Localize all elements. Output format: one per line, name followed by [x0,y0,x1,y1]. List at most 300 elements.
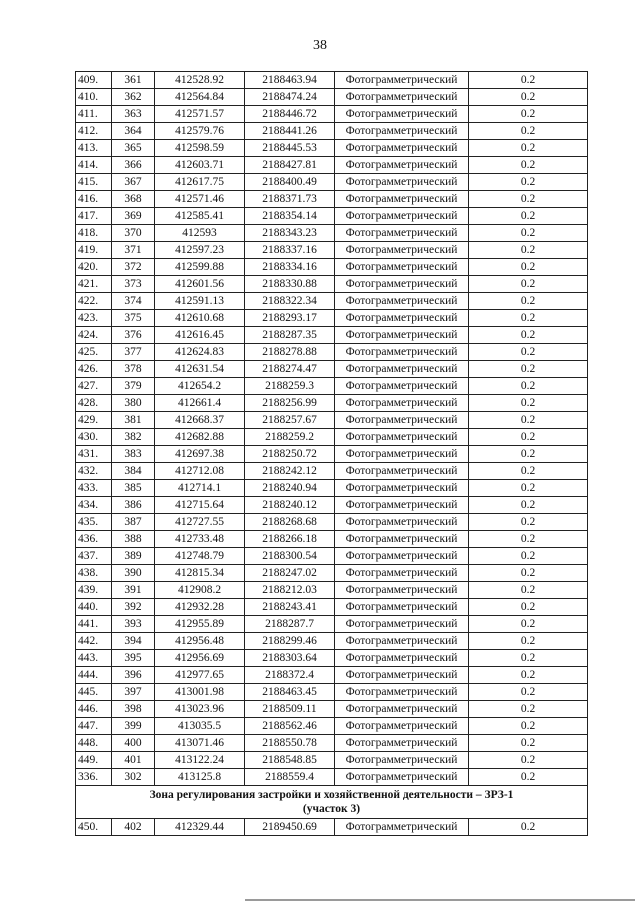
accuracy-cell: 0.2 [469,344,588,361]
x-coordinate-cell: 412585.41 [155,208,245,225]
point-number-cell: 378 [112,361,155,378]
x-coordinate-cell: 412661.4 [155,395,245,412]
x-coordinate-cell: 412668.37 [155,412,245,429]
method-cell: Фотограмметрический [335,531,469,548]
method-cell: Фотограмметрический [335,548,469,565]
y-coordinate-cell: 2188337.16 [245,242,335,259]
y-coordinate-cell: 2188250.72 [245,446,335,463]
method-cell: Фотограмметрический [335,310,469,327]
accuracy-cell: 0.2 [469,548,588,565]
table-row [76,650,588,667]
table-row [76,429,588,446]
accuracy-cell: 0.2 [469,582,588,599]
table-row [76,123,588,140]
x-coordinate-cell: 412908.2 [155,582,245,599]
row-number-cell: 442. [76,633,112,650]
accuracy-cell: 0.2 [469,89,588,106]
method-cell: Фотограмметрический [335,718,469,735]
table-row [76,752,588,769]
y-coordinate-cell: 2188299.46 [245,633,335,650]
point-number-cell: 383 [112,446,155,463]
accuracy-cell: 0.2 [469,395,588,412]
row-number-cell: 421. [76,276,112,293]
table-row [76,514,588,531]
x-coordinate-cell: 412697.38 [155,446,245,463]
y-coordinate-cell: 2188371.73 [245,191,335,208]
method-cell: Фотограмметрический [335,565,469,582]
method-cell: Фотограмметрический [335,276,469,293]
row-number-cell: 417. [76,208,112,225]
table-row [76,174,588,191]
point-number-cell: 397 [112,684,155,701]
method-cell: Фотограмметрический [335,361,469,378]
x-coordinate-cell: 412329.44 [155,819,245,836]
accuracy-cell: 0.2 [469,650,588,667]
accuracy-cell: 0.2 [469,616,588,633]
method-cell: Фотограмметрический [335,616,469,633]
y-coordinate-cell: 2188212.03 [245,582,335,599]
row-number-cell: 431. [76,446,112,463]
table-row [76,157,588,174]
accuracy-cell: 0.2 [469,174,588,191]
accuracy-cell: 0.2 [469,735,588,752]
coordinates-table-body-bottom [76,819,588,836]
y-coordinate-cell: 2188463.94 [245,72,335,89]
row-number-cell: 425. [76,344,112,361]
table-row [76,395,588,412]
row-number-cell: 448. [76,735,112,752]
accuracy-cell: 0.2 [469,667,588,684]
zone-subtitle: (участок 3) [302,803,361,815]
y-coordinate-cell: 2188445.53 [245,140,335,157]
y-coordinate-cell: 2188550.78 [245,735,335,752]
table-row [76,599,588,616]
accuracy-cell: 0.2 [469,157,588,174]
method-cell: Фотограмметрический [335,344,469,361]
table-row [76,259,588,276]
x-coordinate-cell: 412712.08 [155,463,245,480]
row-number-cell: 426. [76,361,112,378]
table-row [76,463,588,480]
y-coordinate-cell: 2188303.64 [245,650,335,667]
row-number-cell: 410. [76,89,112,106]
x-coordinate-cell: 412956.69 [155,650,245,667]
zone-header-cell [76,786,588,819]
row-number-cell: 422. [76,293,112,310]
row-number-cell: 439. [76,582,112,599]
method-cell: Фотограмметрический [335,701,469,718]
point-number-cell: 361 [112,72,155,89]
row-number-cell: 336. [76,769,112,786]
y-coordinate-cell: 2188441.26 [245,123,335,140]
method-cell: Фотограмметрический [335,293,469,310]
point-number-cell: 394 [112,633,155,650]
y-coordinate-cell: 2188247.02 [245,565,335,582]
x-coordinate-cell: 412727.55 [155,514,245,531]
x-coordinate-cell: 412610.68 [155,310,245,327]
table-row [76,565,588,582]
table-row [76,531,588,548]
method-cell: Фотограмметрический [335,191,469,208]
row-number-cell: 443. [76,650,112,667]
accuracy-cell: 0.2 [469,497,588,514]
method-cell: Фотограмметрический [335,327,469,344]
point-number-cell: 399 [112,718,155,735]
method-cell: Фотограмметрический [335,225,469,242]
point-number-cell: 376 [112,327,155,344]
row-number-cell: 423. [76,310,112,327]
table-row [76,446,588,463]
point-number-cell: 398 [112,701,155,718]
point-number-cell: 302 [112,769,155,786]
row-number-cell: 444. [76,667,112,684]
row-number-cell: 415. [76,174,112,191]
y-coordinate-cell: 2188278.88 [245,344,335,361]
x-coordinate-cell: 412579.76 [155,123,245,140]
method-cell: Фотограмметрический [335,667,469,684]
row-number-cell: 434. [76,497,112,514]
x-coordinate-cell: 412571.46 [155,191,245,208]
method-cell: Фотограмметрический [335,259,469,276]
point-number-cell: 402 [112,819,155,836]
x-coordinate-cell: 413023.96 [155,701,245,718]
coordinates-table-body-top [76,72,588,786]
row-number-cell: 428. [76,395,112,412]
accuracy-cell: 0.2 [469,633,588,650]
y-coordinate-cell: 2188274.47 [245,361,335,378]
table-row [76,225,588,242]
accuracy-cell: 0.2 [469,276,588,293]
method-cell: Фотограмметрический [335,650,469,667]
point-number-cell: 393 [112,616,155,633]
row-number-cell: 437. [76,548,112,565]
accuracy-cell: 0.2 [469,123,588,140]
row-number-cell: 440. [76,599,112,616]
table-row [76,378,588,395]
method-cell: Фотограмметрический [335,582,469,599]
row-number-cell: 436. [76,531,112,548]
accuracy-cell: 0.2 [469,463,588,480]
x-coordinate-cell: 412748.79 [155,548,245,565]
accuracy-cell: 0.2 [469,140,588,157]
y-coordinate-cell: 2188259.3 [245,378,335,395]
x-coordinate-cell: 412571.57 [155,106,245,123]
y-coordinate-cell: 2188509.11 [245,701,335,718]
point-number-cell: 390 [112,565,155,582]
x-coordinate-cell: 412593 [155,225,245,242]
x-coordinate-cell: 413125.8 [155,769,245,786]
point-number-cell: 368 [112,191,155,208]
table-row [76,208,588,225]
y-coordinate-cell: 2189450.69 [245,819,335,836]
point-number-cell: 381 [112,412,155,429]
method-cell: Фотограмметрический [335,446,469,463]
x-coordinate-cell: 412598.59 [155,140,245,157]
table-row [76,497,588,514]
y-coordinate-cell: 2188243.41 [245,599,335,616]
x-coordinate-cell: 413071.46 [155,735,245,752]
x-coordinate-cell: 413001.98 [155,684,245,701]
x-coordinate-cell: 412654.2 [155,378,245,395]
method-cell: Фотограмметрический [335,157,469,174]
accuracy-cell: 0.2 [469,819,588,836]
x-coordinate-cell: 412564.84 [155,89,245,106]
scan-edge-line [245,899,635,901]
x-coordinate-cell: 412682.88 [155,429,245,446]
method-cell: Фотограмметрический [335,174,469,191]
x-coordinate-cell: 412733.48 [155,531,245,548]
method-cell: Фотограмметрический [335,752,469,769]
y-coordinate-cell: 2188293.17 [245,310,335,327]
row-number-cell: 449. [76,752,112,769]
table-row [76,361,588,378]
x-coordinate-cell: 413035.5 [155,718,245,735]
table-row [76,276,588,293]
x-coordinate-cell: 412955.89 [155,616,245,633]
point-number-cell: 362 [112,89,155,106]
row-number-cell: 424. [76,327,112,344]
y-coordinate-cell: 2188463.45 [245,684,335,701]
table-row [76,140,588,157]
row-number-cell: 419. [76,242,112,259]
x-coordinate-cell: 412528.92 [155,72,245,89]
x-coordinate-cell: 412715.64 [155,497,245,514]
zone-title: Зона регулирования застройки и хозяйственной деятельности – ЗРЗ-1 [149,789,514,801]
table-row [76,242,588,259]
method-cell: Фотограмметрический [335,395,469,412]
point-number-cell: 373 [112,276,155,293]
y-coordinate-cell: 2188474.24 [245,89,335,106]
accuracy-cell: 0.2 [469,531,588,548]
row-number-cell: 409. [76,72,112,89]
method-cell: Фотограмметрический [335,599,469,616]
row-number-cell: 412. [76,123,112,140]
table-row [76,633,588,650]
table-row [76,701,588,718]
accuracy-cell: 0.2 [469,378,588,395]
point-number-cell: 377 [112,344,155,361]
method-cell: Фотограмметрический [335,412,469,429]
accuracy-cell: 0.2 [469,72,588,89]
point-number-cell: 367 [112,174,155,191]
table-row [76,667,588,684]
y-coordinate-cell: 2188400.49 [245,174,335,191]
row-number-cell: 441. [76,616,112,633]
accuracy-cell: 0.2 [469,327,588,344]
method-cell: Фотограмметрический [335,819,469,836]
y-coordinate-cell: 2188287.35 [245,327,335,344]
point-number-cell: 385 [112,480,155,497]
zone-header-row [76,786,588,819]
row-number-cell: 432. [76,463,112,480]
point-number-cell: 365 [112,140,155,157]
point-number-cell: 401 [112,752,155,769]
y-coordinate-cell: 2188427.81 [245,157,335,174]
accuracy-cell: 0.2 [469,429,588,446]
y-coordinate-cell: 2188242.12 [245,463,335,480]
row-number-cell: 446. [76,701,112,718]
table-row [76,327,588,344]
row-number-cell: 430. [76,429,112,446]
table-row [76,191,588,208]
y-coordinate-cell: 2188559.4 [245,769,335,786]
row-number-cell: 427. [76,378,112,395]
accuracy-cell: 0.2 [469,684,588,701]
accuracy-cell: 0.2 [469,208,588,225]
x-coordinate-cell: 412932.28 [155,599,245,616]
accuracy-cell: 0.2 [469,106,588,123]
accuracy-cell: 0.2 [469,446,588,463]
point-number-cell: 366 [112,157,155,174]
table-row [76,718,588,735]
y-coordinate-cell: 2188257.67 [245,412,335,429]
point-number-cell: 372 [112,259,155,276]
page-number: 38 [313,38,327,53]
method-cell: Фотограмметрический [335,480,469,497]
x-coordinate-cell: 412714.1 [155,480,245,497]
x-coordinate-cell: 412617.75 [155,174,245,191]
method-cell: Фотограмметрический [335,106,469,123]
y-coordinate-cell: 2188240.12 [245,497,335,514]
y-coordinate-cell: 2188334.16 [245,259,335,276]
point-number-cell: 375 [112,310,155,327]
point-number-cell: 369 [112,208,155,225]
y-coordinate-cell: 2188446.72 [245,106,335,123]
point-number-cell: 379 [112,378,155,395]
point-number-cell: 370 [112,225,155,242]
table-row [76,310,588,327]
y-coordinate-cell: 2188259.2 [245,429,335,446]
point-number-cell: 389 [112,548,155,565]
accuracy-cell: 0.2 [469,310,588,327]
y-coordinate-cell: 2188256.99 [245,395,335,412]
point-number-cell: 363 [112,106,155,123]
row-number-cell: 445. [76,684,112,701]
row-number-cell: 435. [76,514,112,531]
point-number-cell: 395 [112,650,155,667]
zone-header-section [76,786,588,819]
method-cell: Фотограмметрический [335,633,469,650]
accuracy-cell: 0.2 [469,480,588,497]
method-cell: Фотограмметрический [335,140,469,157]
accuracy-cell: 0.2 [469,718,588,735]
row-number-cell: 414. [76,157,112,174]
method-cell: Фотограмметрический [335,72,469,89]
y-coordinate-cell: 2188372.4 [245,667,335,684]
accuracy-cell: 0.2 [469,514,588,531]
accuracy-cell: 0.2 [469,225,588,242]
accuracy-cell: 0.2 [469,701,588,718]
method-cell: Фотограмметрический [335,769,469,786]
x-coordinate-cell: 412815.34 [155,565,245,582]
point-number-cell: 386 [112,497,155,514]
point-number-cell: 392 [112,599,155,616]
coordinates-table [75,71,588,836]
table-row [76,769,588,786]
row-number-cell: 420. [76,259,112,276]
accuracy-cell: 0.2 [469,242,588,259]
table-row [76,412,588,429]
accuracy-cell: 0.2 [469,361,588,378]
table-row [76,480,588,497]
point-number-cell: 384 [112,463,155,480]
method-cell: Фотограмметрический [335,123,469,140]
row-number-cell: 416. [76,191,112,208]
x-coordinate-cell: 412977.65 [155,667,245,684]
point-number-cell: 388 [112,531,155,548]
point-number-cell: 364 [112,123,155,140]
point-number-cell: 371 [112,242,155,259]
table-row [76,582,588,599]
y-coordinate-cell: 2188300.54 [245,548,335,565]
y-coordinate-cell: 2188240.94 [245,480,335,497]
point-number-cell: 380 [112,395,155,412]
x-coordinate-cell: 412616.45 [155,327,245,344]
method-cell: Фотограмметрический [335,463,469,480]
row-number-cell: 411. [76,106,112,123]
table-row [76,106,588,123]
accuracy-cell: 0.2 [469,565,588,582]
accuracy-cell: 0.2 [469,259,588,276]
row-number-cell: 433. [76,480,112,497]
row-number-cell: 450. [76,819,112,836]
method-cell: Фотограмметрический [335,514,469,531]
x-coordinate-cell: 412603.71 [155,157,245,174]
y-coordinate-cell: 2188287.7 [245,616,335,633]
point-number-cell: 396 [112,667,155,684]
x-coordinate-cell: 412591.13 [155,293,245,310]
point-number-cell: 391 [112,582,155,599]
table-row [76,819,588,836]
row-number-cell: 429. [76,412,112,429]
accuracy-cell: 0.2 [469,769,588,786]
point-number-cell: 387 [112,514,155,531]
y-coordinate-cell: 2188343.23 [245,225,335,242]
x-coordinate-cell: 412956.48 [155,633,245,650]
method-cell: Фотограмметрический [335,89,469,106]
method-cell: Фотограмметрический [335,735,469,752]
y-coordinate-cell: 2188330.88 [245,276,335,293]
table-row [76,89,588,106]
table-row [76,344,588,361]
table-row [76,72,588,89]
accuracy-cell: 0.2 [469,293,588,310]
accuracy-cell: 0.2 [469,752,588,769]
method-cell: Фотограмметрический [335,429,469,446]
y-coordinate-cell: 2188268.68 [245,514,335,531]
method-cell: Фотограмметрический [335,242,469,259]
x-coordinate-cell: 412631.54 [155,361,245,378]
y-coordinate-cell: 2188548.85 [245,752,335,769]
table-row [76,616,588,633]
point-number-cell: 374 [112,293,155,310]
accuracy-cell: 0.2 [469,599,588,616]
x-coordinate-cell: 412601.56 [155,276,245,293]
y-coordinate-cell: 2188354.14 [245,208,335,225]
row-number-cell: 418. [76,225,112,242]
x-coordinate-cell: 413122.24 [155,752,245,769]
table-row [76,735,588,752]
x-coordinate-cell: 412599.88 [155,259,245,276]
method-cell: Фотограмметрический [335,208,469,225]
method-cell: Фотограмметрический [335,378,469,395]
x-coordinate-cell: 412597.23 [155,242,245,259]
method-cell: Фотограмметрический [335,684,469,701]
row-number-cell: 447. [76,718,112,735]
table-row [76,548,588,565]
y-coordinate-cell: 2188322.34 [245,293,335,310]
x-coordinate-cell: 412624.83 [155,344,245,361]
